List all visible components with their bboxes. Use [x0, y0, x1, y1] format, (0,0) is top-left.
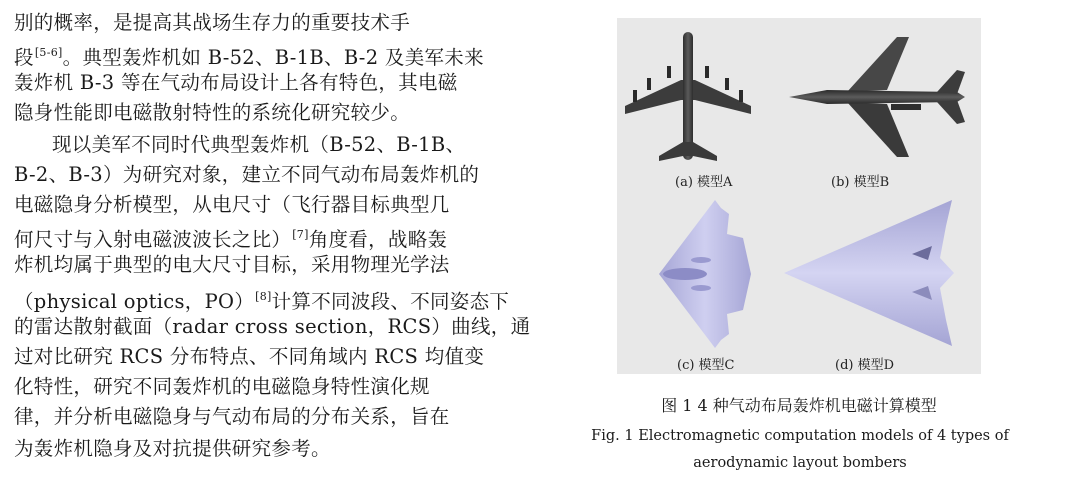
text-line-15: 为轰炸机隐身及对抗提供研究参考。	[14, 437, 331, 460]
figure-caption-en-line2: aerodynamic layout bombers	[693, 455, 907, 471]
sub-caption-c: (c) 模型C	[677, 358, 735, 373]
text-line-8: 何尺寸与入射电磁波波长之比）[7]角度看，战略轰	[14, 228, 448, 251]
model-a-image	[623, 22, 753, 172]
text-line-13: 化特性，研究不同轰炸机的电磁隐身特性演化规	[14, 375, 430, 398]
figure-caption-en-line1: Fig. 1 Electromagnetic computation models of 4 types of	[591, 428, 1009, 444]
sub-caption-d: (d) 模型D	[835, 358, 895, 373]
text-line-12: 过对比研究 RCS 分布特点、不同角域内 RCS 均值变	[14, 345, 485, 368]
citation-ref: [5-6]	[34, 46, 63, 59]
text-line-2: 段[5-6]。典型轰炸机如 B-52、B-1B、B-2 及美军未来	[14, 46, 484, 69]
text-line-5: 现以美军不同时代典型轰炸机（B-52、B-1B、	[52, 133, 466, 156]
text-line-6: B-2、B-3）为研究对象，建立不同气动布局轰炸机的	[14, 163, 480, 186]
text-line-1: 别的概率，是提高其战场生存力的重要技术手	[14, 11, 411, 34]
figure-caption-en	[560, 423, 1040, 477]
text-line-11: 的雷达散射截面（radar cross section，RCS）曲线，通	[14, 315, 531, 338]
text-line-4: 隐身性能即电磁散射特性的系统化研究较少。	[14, 101, 411, 124]
model-b-image	[787, 32, 977, 162]
text-line-7: 电磁隐身分析模型，从电尺寸（飞行器目标典型几	[14, 193, 450, 216]
text-line-9: 炸机均属于典型的电大尺寸目标，采用物理光学法	[14, 253, 450, 276]
figure-caption-zh: 图 1 4 种气动布局轰炸机电磁计算模型	[661, 396, 937, 415]
text-line-14: 律，并分析电磁隐身与气动布局的分布关系，旨在	[14, 405, 450, 428]
citation-ref: [8]	[255, 290, 272, 303]
citation-ref: [7]	[292, 228, 309, 241]
model-c-image	[655, 194, 755, 354]
sub-caption-a: (a) 模型A	[675, 175, 733, 190]
sub-caption-b: (b) 模型B	[831, 175, 890, 190]
text-line-10: （physical optics，PO）[8]计算不同波段、不同姿态下	[14, 290, 510, 313]
model-d-image	[782, 198, 978, 348]
text-line-3: 轰炸机 B-3 等在气动布局设计上各有特色，其电磁	[14, 71, 458, 94]
figure-panel	[617, 18, 981, 374]
